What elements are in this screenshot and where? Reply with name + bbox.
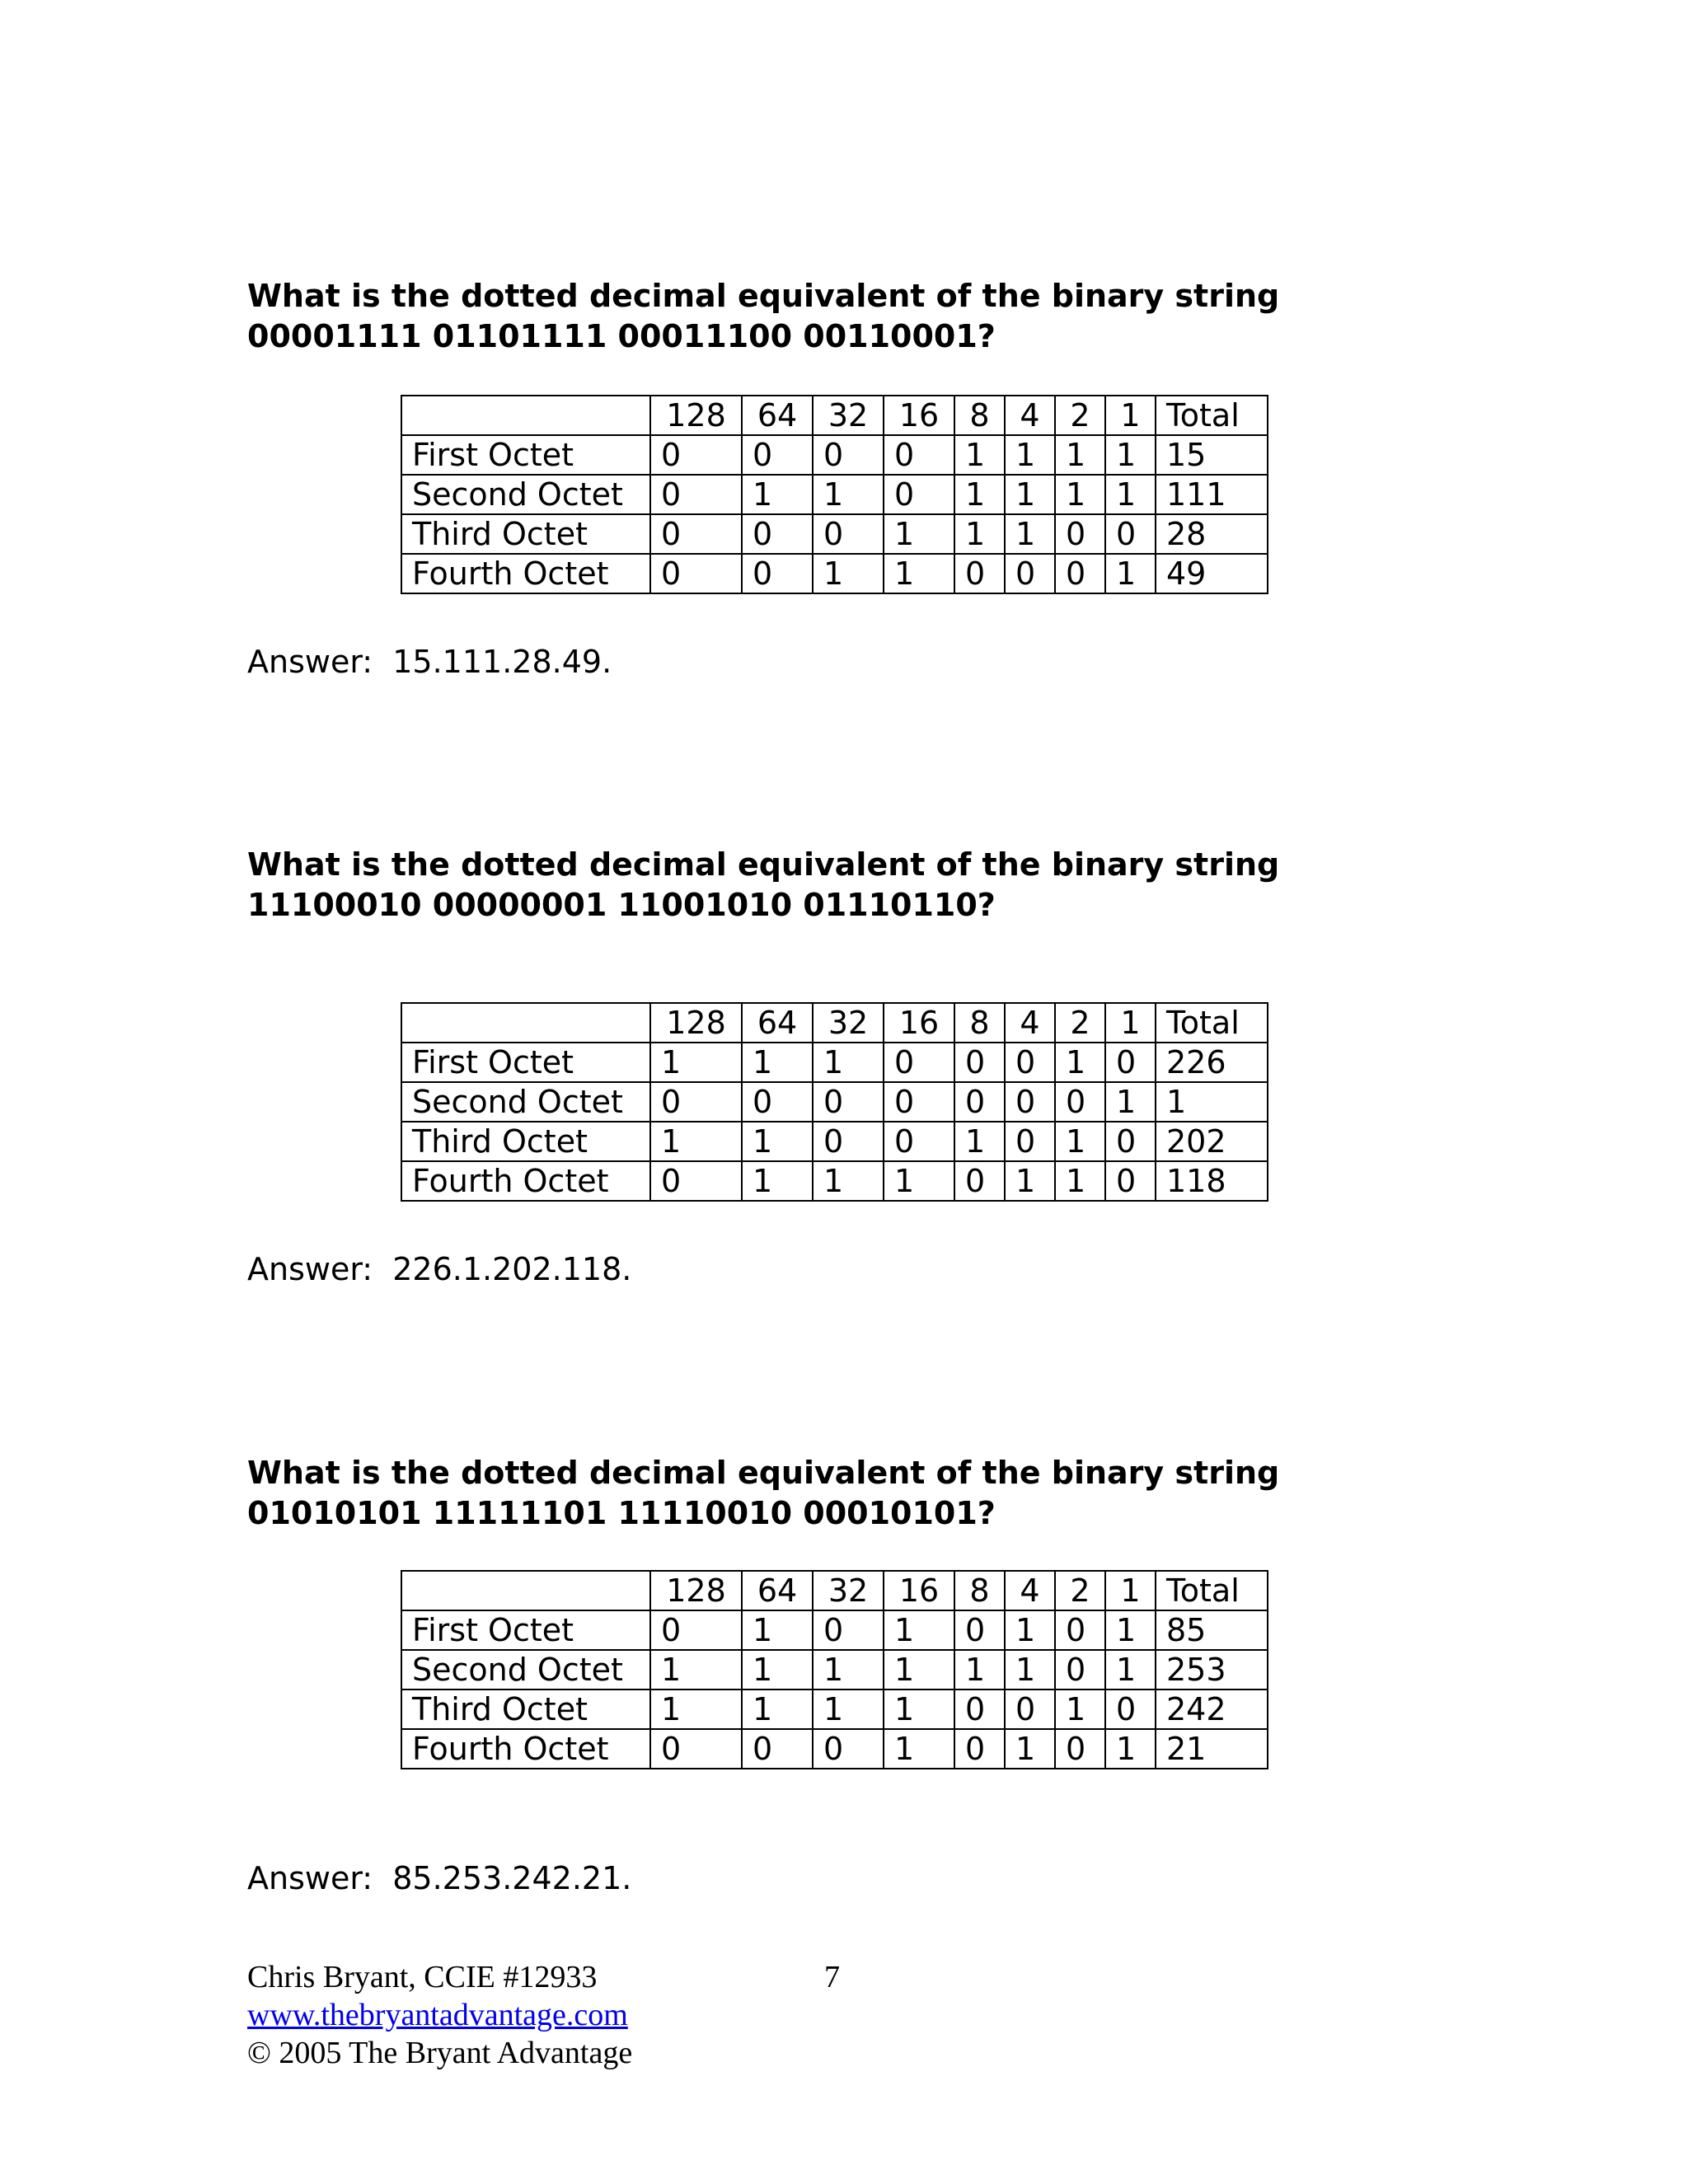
bit-cell: 1: [813, 1690, 884, 1729]
header-bit-value-cell: 2: [1055, 1571, 1105, 1610]
bit-cell: 1: [742, 1610, 813, 1650]
bit-cell: 1: [1055, 1161, 1105, 1201]
bit-cell: 1: [954, 1122, 1005, 1161]
bit-cell: 1: [813, 1043, 884, 1082]
total-cell: 118: [1156, 1161, 1268, 1201]
octet-label-cell: Fourth Octet: [401, 554, 650, 593]
question-1-prompt: [247, 276, 1279, 357]
table-row: [401, 1690, 1268, 1729]
bit-cell: 0: [1105, 1122, 1156, 1161]
bit-cell: 1: [1105, 554, 1156, 593]
header-bit-value-cell: 64: [742, 1003, 813, 1043]
bit-cell: 0: [650, 435, 742, 475]
octet-table-2: [401, 1002, 1268, 1202]
bit-cell: 0: [954, 1690, 1005, 1729]
header-bit-value-cell: 2: [1055, 396, 1105, 435]
bit-cell: 0: [813, 1729, 884, 1769]
octet-label-cell: Third Octet: [401, 514, 650, 554]
header-bit-value-cell: 4: [1005, 1003, 1055, 1043]
octet-table-3: [401, 1570, 1268, 1769]
header-bit-value-cell: 16: [884, 396, 954, 435]
header-bit-value-cell: 32: [813, 1571, 884, 1610]
bit-cell: 1: [742, 1161, 813, 1201]
octet-label-cell: Fourth Octet: [401, 1161, 650, 1201]
total-cell: 15: [1156, 435, 1268, 475]
header-bit-value-cell: 128: [650, 1003, 742, 1043]
bit-cell: 0: [884, 435, 954, 475]
octet-table-1: [401, 395, 1268, 594]
header-bit-value-cell: 1: [1105, 1003, 1156, 1043]
header-blank-cell: [401, 396, 650, 435]
header-total-cell: Total: [1156, 1003, 1268, 1043]
bit-cell: 1: [650, 1690, 742, 1729]
bit-cell: 0: [742, 435, 813, 475]
header-bit-value-cell: 32: [813, 396, 884, 435]
bit-cell: 1: [884, 554, 954, 593]
total-cell: 1: [1156, 1082, 1268, 1122]
bit-cell: 0: [884, 1122, 954, 1161]
table-row: [401, 1122, 1268, 1161]
bit-cell: 0: [1105, 514, 1156, 554]
bit-cell: 0: [1105, 1043, 1156, 1082]
bit-cell: 0: [1055, 1729, 1105, 1769]
bit-cell: 1: [650, 1650, 742, 1690]
header-total-cell: Total: [1156, 1571, 1268, 1610]
bit-cell: 0: [954, 554, 1005, 593]
total-cell: 242: [1156, 1690, 1268, 1729]
bit-cell: 0: [650, 1161, 742, 1201]
header-blank-cell: [401, 1571, 650, 1610]
bit-cell: 1: [954, 435, 1005, 475]
bit-cell: 1: [884, 1610, 954, 1650]
total-cell: 226: [1156, 1043, 1268, 1082]
header-bit-value-cell: 16: [884, 1003, 954, 1043]
bit-cell: 0: [1055, 554, 1105, 593]
bit-cell: 0: [1055, 1082, 1105, 1122]
bit-cell: 0: [954, 1161, 1005, 1201]
question-2-prompt-line2: 11100010 00000001 11001010 01110110?: [247, 887, 996, 923]
header-bit-value-cell: 16: [884, 1571, 954, 1610]
bit-cell: 0: [813, 514, 884, 554]
header-bit-value-cell: 8: [954, 1003, 1005, 1043]
header-bit-value-cell: 64: [742, 396, 813, 435]
bit-cell: 0: [650, 554, 742, 593]
page-number: 7: [824, 1960, 840, 1994]
header-bit-value-cell: 128: [650, 1571, 742, 1610]
bit-cell: 1: [1005, 435, 1055, 475]
bit-cell: 1: [884, 1690, 954, 1729]
bit-cell: 1: [1105, 1650, 1156, 1690]
table-row: [401, 1161, 1268, 1201]
bit-cell: 0: [650, 1610, 742, 1650]
bit-cell: 1: [1105, 1082, 1156, 1122]
table-header-row: [401, 1571, 1268, 1610]
table-row: [401, 1729, 1268, 1769]
bit-cell: 1: [742, 475, 813, 514]
bit-cell: 1: [650, 1122, 742, 1161]
bit-cell: 1: [1005, 1610, 1055, 1650]
octet-label-cell: Third Octet: [401, 1690, 650, 1729]
bit-cell: 0: [884, 475, 954, 514]
header-bit-value-cell: 32: [813, 1003, 884, 1043]
bit-cell: 1: [813, 554, 884, 593]
bit-cell: 0: [1105, 1690, 1156, 1729]
octet-label-cell: Second Octet: [401, 1650, 650, 1690]
footer-website-link[interactable]: www.thebryantadvantage.com: [247, 1998, 628, 2032]
header-bit-value-cell: 1: [1105, 396, 1156, 435]
bit-cell: 0: [1055, 514, 1105, 554]
table-row: [401, 1610, 1268, 1650]
header-bit-value-cell: 1: [1105, 1571, 1156, 1610]
total-cell: 253: [1156, 1650, 1268, 1690]
bit-cell: 0: [1005, 1122, 1055, 1161]
bit-cell: 1: [813, 1650, 884, 1690]
bit-cell: 0: [813, 1610, 884, 1650]
bit-cell: 0: [954, 1729, 1005, 1769]
total-cell: 85: [1156, 1610, 1268, 1650]
bit-cell: 1: [1055, 435, 1105, 475]
header-bit-value-cell: 64: [742, 1571, 813, 1610]
octet-label-cell: First Octet: [401, 1610, 650, 1650]
bit-cell: 0: [1055, 1610, 1105, 1650]
bit-cell: 1: [954, 475, 1005, 514]
bit-cell: 1: [954, 1650, 1005, 1690]
bit-cell: 1: [813, 1161, 884, 1201]
octet-label-cell: First Octet: [401, 435, 650, 475]
bit-cell: 1: [813, 475, 884, 514]
bit-cell: 1: [1005, 1161, 1055, 1201]
bit-cell: 0: [650, 475, 742, 514]
octet-label-cell: Second Octet: [401, 475, 650, 514]
page-footer: [247, 1958, 632, 2072]
header-blank-cell: [401, 1003, 650, 1043]
header-bit-value-cell: 4: [1005, 396, 1055, 435]
bit-cell: 0: [1005, 554, 1055, 593]
bit-cell: 0: [954, 1610, 1005, 1650]
question-2-prompt: [247, 845, 1279, 926]
header-bit-value-cell: 128: [650, 396, 742, 435]
bit-cell: 1: [1055, 1043, 1105, 1082]
bit-cell: 0: [742, 554, 813, 593]
octet-label-cell: Fourth Octet: [401, 1729, 650, 1769]
header-total-cell: Total: [1156, 396, 1268, 435]
header-bit-value-cell: 8: [954, 1571, 1005, 1610]
bit-cell: 0: [1005, 1082, 1055, 1122]
table-header-row: [401, 1003, 1268, 1043]
bit-cell: 1: [884, 1161, 954, 1201]
bit-cell: 0: [813, 1082, 884, 1122]
question-1-prompt-line2: 00001111 01101111 00011100 00110001?: [247, 318, 996, 354]
bit-cell: 0: [954, 1082, 1005, 1122]
question-1-prompt-line1: What is the dotted decimal equivalent of the binary string: [247, 278, 1280, 314]
question-3-prompt-line2: 01010101 11111101 11110010 00010101?: [247, 1495, 996, 1531]
bit-cell: 1: [742, 1650, 813, 1690]
bit-cell: 0: [1055, 1650, 1105, 1690]
bit-cell: 1: [1005, 1650, 1055, 1690]
table-row: [401, 1650, 1268, 1690]
bit-cell: 1: [1055, 475, 1105, 514]
bit-cell: 1: [884, 1650, 954, 1690]
bit-cell: 0: [884, 1082, 954, 1122]
bit-cell: 0: [650, 1082, 742, 1122]
footer-author: Chris Bryant, CCIE #12933: [247, 1960, 598, 1994]
octet-label-cell: Third Octet: [401, 1122, 650, 1161]
bit-cell: 0: [742, 1082, 813, 1122]
table-row: [401, 475, 1268, 514]
bit-cell: 1: [1005, 514, 1055, 554]
question-3-prompt-line1: What is the dotted decimal equivalent of the binary string: [247, 1455, 1280, 1491]
table-row: [401, 1082, 1268, 1122]
bit-cell: 1: [1105, 1610, 1156, 1650]
table-header-row: [401, 396, 1268, 435]
bit-cell: 0: [650, 1729, 742, 1769]
bit-cell: 1: [1055, 1690, 1105, 1729]
table-row: [401, 554, 1268, 593]
octet-label-cell: First Octet: [401, 1043, 650, 1082]
answer-2: Answer: 226.1.202.118.: [247, 1251, 632, 1287]
bit-cell: 0: [1105, 1161, 1156, 1201]
table-row: [401, 514, 1268, 554]
bit-cell: 1: [742, 1122, 813, 1161]
bit-cell: 1: [1005, 1729, 1055, 1769]
bit-cell: 0: [742, 514, 813, 554]
bit-cell: 0: [813, 1122, 884, 1161]
table-row: [401, 435, 1268, 475]
answer-1: Answer: 15.111.28.49.: [247, 644, 612, 680]
bit-cell: 1: [1105, 1729, 1156, 1769]
bit-cell: 1: [1005, 475, 1055, 514]
table-row: [401, 1043, 1268, 1082]
bit-cell: 0: [1005, 1690, 1055, 1729]
bit-cell: 1: [954, 514, 1005, 554]
octet-label-cell: Second Octet: [401, 1082, 650, 1122]
bit-cell: 1: [884, 1729, 954, 1769]
bit-cell: 1: [884, 514, 954, 554]
bit-cell: 0: [1005, 1043, 1055, 1082]
total-cell: 49: [1156, 554, 1268, 593]
bit-cell: 1: [1105, 475, 1156, 514]
bit-cell: 0: [813, 435, 884, 475]
total-cell: 21: [1156, 1729, 1268, 1769]
footer-copyright: © 2005 The Bryant Advantage: [247, 2036, 633, 2070]
bit-cell: 0: [742, 1729, 813, 1769]
answer-3: Answer: 85.253.242.21.: [247, 1860, 632, 1896]
header-bit-value-cell: 8: [954, 396, 1005, 435]
bit-cell: 1: [1055, 1122, 1105, 1161]
total-cell: 28: [1156, 514, 1268, 554]
bit-cell: 1: [742, 1690, 813, 1729]
total-cell: 202: [1156, 1122, 1268, 1161]
bit-cell: 1: [650, 1043, 742, 1082]
question-3-prompt: [247, 1453, 1279, 1534]
header-bit-value-cell: 2: [1055, 1003, 1105, 1043]
bit-cell: 0: [884, 1043, 954, 1082]
bit-cell: 0: [650, 514, 742, 554]
bit-cell: 1: [742, 1043, 813, 1082]
bit-cell: 0: [954, 1043, 1005, 1082]
bit-cell: 1: [1105, 435, 1156, 475]
header-bit-value-cell: 4: [1005, 1571, 1055, 1610]
total-cell: 111: [1156, 475, 1268, 514]
question-2-prompt-line1: What is the dotted decimal equivalent of the binary string: [247, 846, 1280, 883]
